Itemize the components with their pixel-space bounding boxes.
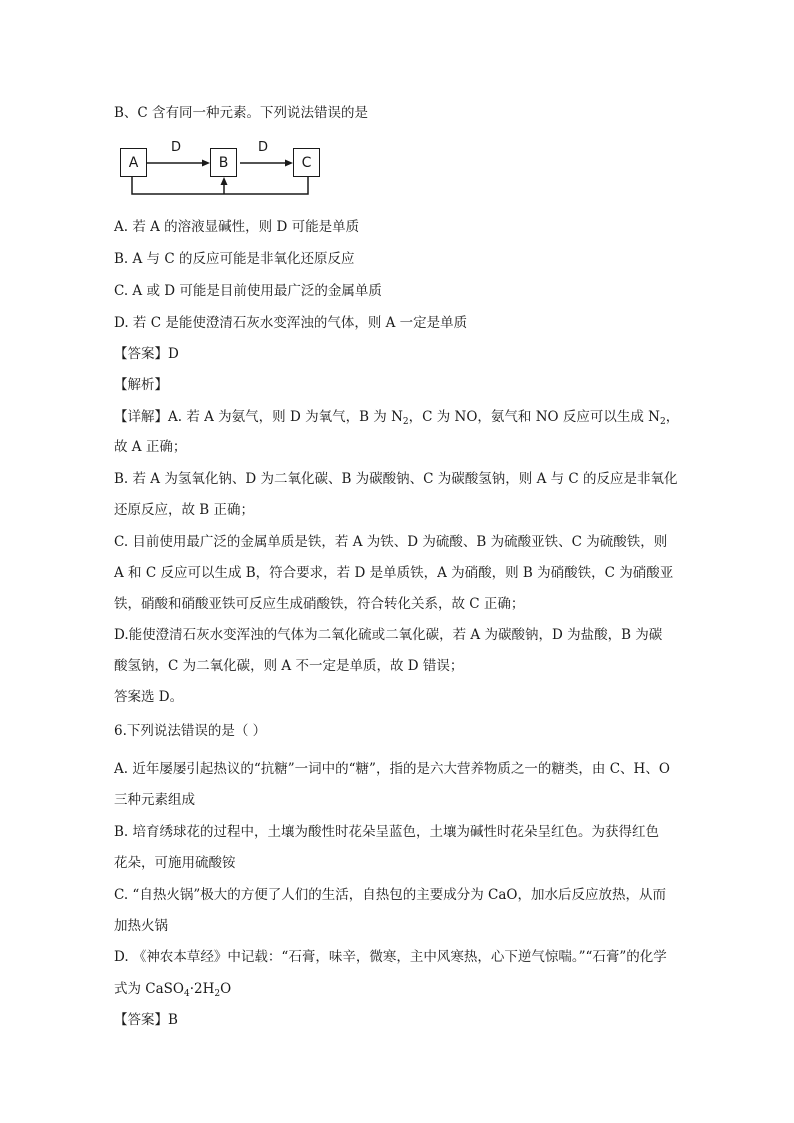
q6-formula-post: O (220, 981, 232, 997)
q6-formula-sub1: 4 (184, 989, 190, 999)
q5-analysis-heading: 【解析】 (114, 377, 168, 393)
q5-detail-line-2: 故 A 正确； (114, 439, 187, 455)
q5-option-b: B. A 与 C 的反应可能是非氧化还原反应 (114, 251, 355, 267)
question-intro: B、C 含有同一种元素。下列说法错误的是 (114, 105, 369, 121)
q5-option-c: C. A 或 D 可能是目前使用最广泛的金属单质 (114, 283, 382, 299)
q5-detail-line-1 (114, 408, 679, 426)
q5-detail-line-7: 铁，硝酸和硝酸亚铁可反应生成硝酸铁，符合转化关系，故 C 正确； (114, 596, 525, 612)
q5-detail-line-10: 答案选 D。 (114, 689, 184, 705)
q6-formula-line (114, 980, 231, 998)
q6-line-6: 加热火锅 (114, 918, 168, 934)
q5-detail-1-pre: 【详解】A. 若 A 为氨气，则 D 为氧气，B 为 N (114, 409, 403, 425)
q5-option-a: A. 若 A 的溶液显碱性，则 D 可能是单质 (114, 219, 360, 235)
q5-detail-line-5: C. 目前使用最广泛的金属单质是铁，若 A 为铁、D 为硫酸、B 为硫酸亚铁、C 为硫酸铁，则 (114, 534, 668, 550)
q5-detail-line-8: D.能使澄清石灰水变浑浊的气体为二氧化硫或二氧化碳，若 A 为碳酸钠，D 为盐酸，B 为碳 (114, 627, 663, 643)
box-b: B (210, 148, 237, 177)
q6-line-5: C. “自热火锅”极大的方便了人们的生活，自热包的主要成分为 CaO，加水后反应放热，从而 (114, 887, 666, 903)
q5-detail-line-6: A 和 C 反应可以生成 B，符合要求，若 D 是单质铁，A 为硝酸，则 B 为硝酸铁，C 为硝酸亚 (114, 565, 674, 581)
arrow-label-2: D (258, 140, 269, 155)
q6-answer: 【答案】B (114, 1012, 178, 1028)
q5-detail-line-4: 还原反应，故 B 正确； (114, 502, 255, 518)
q5-detail-line-9: 酸氢钠，C 为二氧化碳，则 A 不一定是单质，故 D 错误； (114, 658, 464, 674)
q5-detail-1-post: ， (665, 409, 680, 425)
q5-option-d: D. 若 C 是能使澄清石灰水变浑浊的气体，则 A 一定是单质 (114, 315, 468, 331)
q6-line-4: 花朵，可施用硫酸铵 (114, 855, 236, 871)
q5-detail-1-sub2: 2 (659, 417, 666, 427)
q6-line-3: B. 培育绣球花的过程中，土壤为酸性时花朵呈蓝色，土壤为碱性时花朵呈红色。为获得红色 (114, 824, 660, 840)
arrow-label-1: D (171, 140, 182, 155)
q6-formula-pre: 式为 CaSO (114, 981, 184, 997)
q6-line-7: D. 《神农本草经》中记载：“石膏，味辛，微寒，主中风寒热，心下逆气惊喘。”“石膏”的化学 (114, 949, 667, 965)
box-c: C (293, 148, 320, 177)
q6-stem: 6.下列说法错误的是（ ） (114, 723, 267, 739)
q5-answer: 【答案】D (114, 346, 179, 362)
q6-line-2: 三种元素组成 (114, 792, 195, 808)
q5-detail-1-sub1: 2 (402, 417, 409, 427)
q6-formula-mid: ·2H (189, 981, 215, 997)
box-a: A (120, 148, 147, 177)
q5-detail-1-mid: ，C 为 NO，氨气和 NO 反应可以生成 N (408, 409, 660, 425)
q5-detail-line-3: B. 若 A 为氢氧化钠、D 为二氧化碳、B 为碳酸钠、C 为碳酸氢钠，则 A 与 C 的反应是非氧化 (114, 471, 678, 487)
reaction-diagram (118, 140, 328, 200)
q6-formula-sub2: 2 (214, 989, 221, 999)
q6-line-1: A. 近年屡屡引起热议的“抗糖”一词中的“糖”，指的是六大营养物质之一的糖类，由 C、H、O (114, 761, 670, 777)
